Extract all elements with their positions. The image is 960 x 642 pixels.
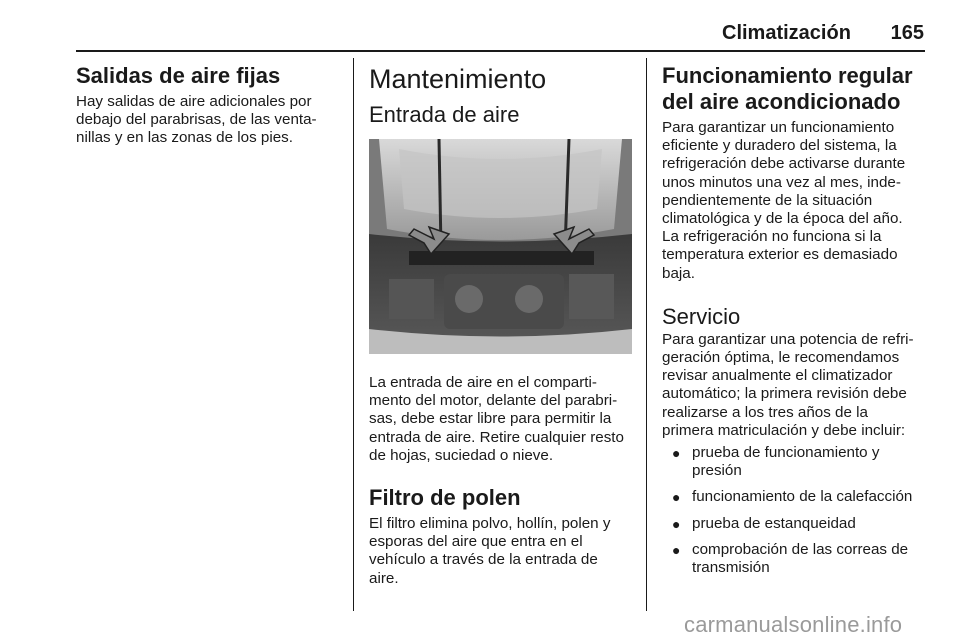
watermark: carmanualsonline.info <box>684 612 903 637</box>
list-item-text: comprobación de las correas de transmisión <box>692 540 909 577</box>
section-heading: Salidas de aire fijas <box>76 63 281 88</box>
chapter-title: Mantenimiento <box>369 64 547 94</box>
list-item <box>662 515 927 533</box>
paragraph: El filtro elimina polvo, hollín, polen y esporas del aire que entra en el vehículo a través de la entrada de aire. <box>369 515 611 587</box>
column-divider <box>646 58 647 611</box>
paragraph: Para garantizar una potencia de refri- geración óptima, le recomendamos revisar anualmente el climatizador automático; la primera revisión debe realizarse a los tres años de la primera matriculación y debe incluir: <box>662 330 914 439</box>
bullet-icon: ● <box>672 445 681 462</box>
bullet-icon: ● <box>672 489 681 506</box>
bullet-icon: ● <box>672 515 681 532</box>
list-item-text: prueba de funcionamiento y presión <box>692 444 880 480</box>
bullet-icon: ● <box>672 541 681 558</box>
list-item-text: funcionamiento de la calefacción <box>692 488 913 506</box>
photo-caption: La entrada de aire en el comparti- mento del motor, delante del parabri- sas, debe estar libre para permitir la entrada de aire. Retire cualquier resto de hojas, suciedad o nieve. <box>369 374 624 464</box>
paragraph: Hay salidas de aire adicionales por debajo del parabrisas, de las venta- nillas y en las zonas de los pies. <box>76 93 317 147</box>
subheading: Servicio <box>662 303 741 329</box>
section-heading: Filtro de polen <box>369 485 521 511</box>
column-left <box>76 63 346 148</box>
section-heading: Funcionamiento regular del aire acondicionado <box>662 63 913 114</box>
bullet-list <box>662 444 927 577</box>
list-item <box>662 488 927 506</box>
page-number: 165 <box>890 22 924 44</box>
list-item <box>662 444 927 480</box>
engine-bay-photo <box>369 139 632 354</box>
subheading: Entrada de aire <box>369 102 520 127</box>
column-right <box>662 63 927 585</box>
column-middle <box>369 63 634 588</box>
paragraph: Para garantizar un funcionamiento eficiente y duradero del sistema, la refrigeración debe activarse durante unos minutos una vez al mes, inde- pendientemente de la situación climatológica y de la época del año. La refrigeración no funciona si la temperatura exterior es demasiado baja. <box>662 119 906 282</box>
header-rule <box>76 50 925 52</box>
column-divider <box>353 58 354 611</box>
running-header-section: Climatización <box>722 22 851 44</box>
list-item <box>662 541 927 577</box>
list-item-text: prueba de estanqueidad <box>692 514 856 532</box>
